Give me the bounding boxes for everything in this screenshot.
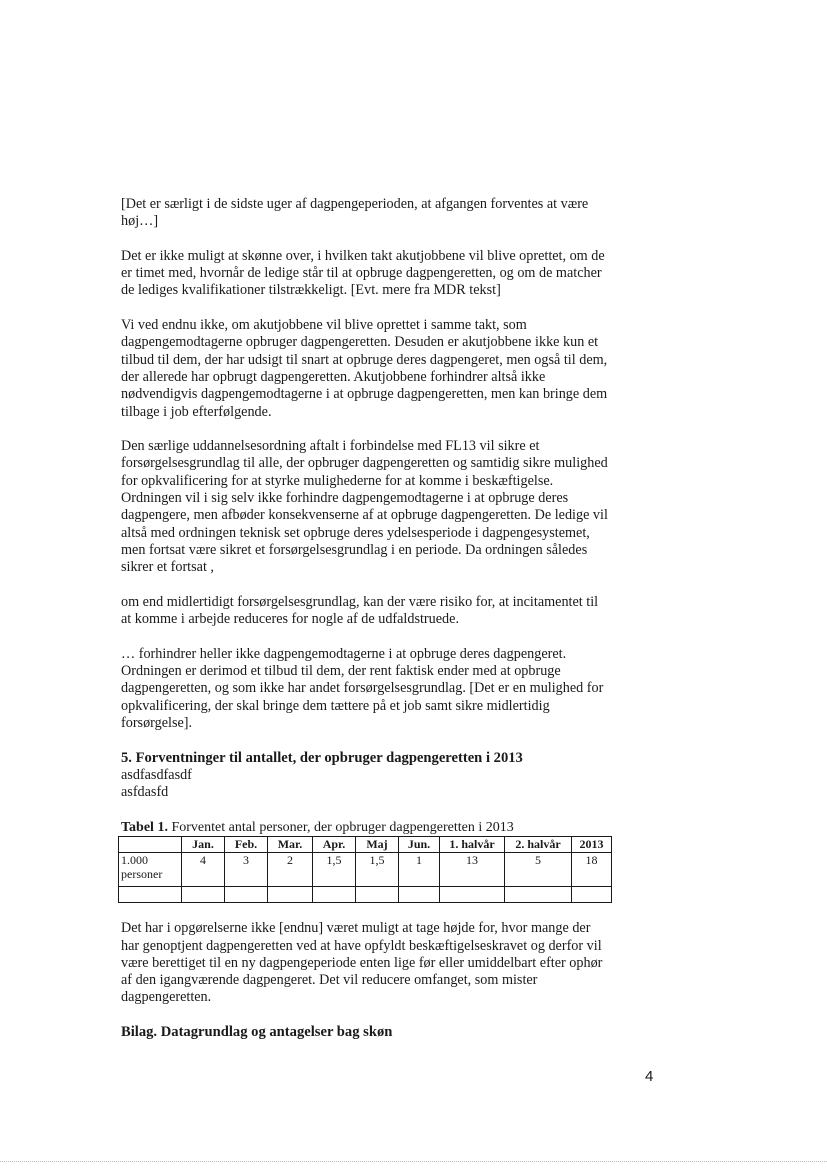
table-header-cell: Feb.: [225, 836, 268, 852]
table-cell: 18: [572, 852, 612, 886]
table-row: [119, 852, 612, 886]
paragraph-5: om end midlertidigt forsørgelsesgrundlag, kan der være risiko for, at incitamentet til at komme i arbejde reduceres for nogle af de udfaldstruede.: [121, 593, 599, 628]
appendix-heading: Bilag. Datagrundlag og antagelser bag skøn: [121, 1024, 393, 1041]
table-empty-cell: [356, 886, 399, 902]
section-heading: 5. Forventninger til antallet, der opbruger dagpengeretten i 2013: [121, 749, 523, 766]
table-cell: 13: [440, 852, 505, 886]
table-header-cell: 2013: [572, 836, 612, 852]
paragraph-3: Vi ved endnu ikke, om akutjobbene vil blive oprettet i samme takt, som dagpengemodtagerne opbruger dagpengeretten. Desuden er akutjobbene ikke kun et tilbud til dem, der har udsigt til snart at opbruge deres dagpengeret, men også til dem, der allerede har opbrugt dagpengeretten. Akutjobbene forhindrer altså ikke nødvendigvis dagpengemodtagerne i at opbruge dagpengeretten, men kan bringe dem tilbage i job efterfølgende.: [121, 317, 608, 420]
table-caption-text: Forventet antal personer, der opbruger dagpengeretten i 2013: [167, 819, 514, 835]
table-header-cell: Mar.: [268, 836, 313, 852]
table-header-cell: 1. halvår: [440, 836, 505, 852]
table-header-cell: Jan.: [182, 836, 225, 852]
table-cell: 1,5: [356, 852, 399, 886]
table-cell: 5: [505, 852, 572, 886]
forecast-table: [118, 836, 612, 903]
table-header-cell: 2. halvår: [505, 836, 572, 852]
table-cell: 1: [399, 852, 440, 886]
table-cell: 1,5: [313, 852, 356, 886]
table-header-cell: Apr.: [313, 836, 356, 852]
page-content: [121, 196, 611, 1041]
page-bottom-edge: [0, 1161, 827, 1162]
table-caption: [121, 819, 611, 836]
table-empty-cell: [119, 886, 182, 902]
table-empty-cell: [505, 886, 572, 902]
paragraph-6: … forhindrer heller ikke dagpengemodtagerne i at opbruge deres dagpengeret. Ordningen er derimod et tilbud til dem, der rent faktisk ender med at opbruge dagpengeretten, og som ikke har andet forsørgelsesgrundlag. [Det er en mulighed for opkvalificering, der skal bringe dem tættere på et job samt sikre midlertidig forsørgelse].: [121, 645, 604, 731]
table-caption-label: Tabel 1.: [121, 819, 168, 835]
table-header-cell: Jun.: [399, 836, 440, 852]
paragraph-1: [Det er særligt i de sidste uger af dagpengeperioden, at afgangen forventes at være høj…]: [121, 196, 589, 230]
table-row-label: 1.000 personer: [119, 852, 182, 886]
table-empty-cell: [182, 886, 225, 902]
table-header-cell: [119, 836, 182, 852]
page-number: 4: [645, 1068, 654, 1085]
table-header-row: [119, 836, 612, 852]
table-cell: 2: [268, 852, 313, 886]
section-line-1: asdfasdfasdf: [121, 766, 192, 783]
section-line-2: asfdasfd: [121, 784, 169, 801]
table-cell: 3: [225, 852, 268, 886]
table-empty-cell: [225, 886, 268, 902]
table-empty-cell: [440, 886, 505, 902]
paragraph-2: Det er ikke muligt at skønne over, i hvilken takt akutjobbene vil blive oprettet, om de er timet med, hvornår de ledige står til at opbruge dagpengeretten, og om de matcher de lediges kvalifikationer tilstrækkeligt. [Evt. mere fra MDR tekst]: [121, 247, 605, 299]
table-header-cell: Maj: [356, 836, 399, 852]
table-empty-cell: [572, 886, 612, 902]
table-empty-row: [119, 886, 612, 902]
table-cell: 4: [182, 852, 225, 886]
paragraph-4: Den særlige uddannelsesordning aftalt i forbindelse med FL13 vil sikre et forsørgelsesgrundlag til alle, der opbruger dagpengeretten og samtidig sikre mulighed for opkvalificering for at styrke mulighederne for at komme i beskæftigelse. Ordningen vil i sig selv ikke forhindre dagpengemodtagerne i at opbruge deres dagpengere, men afbøder konsekvenserne af at opbruge dagpengeretten. De ledige vil altså med ordningen teknisk set opbruge deres ydelsesperiode i dagpengesystemet, men fortsat være sikret et forsørgelsesgrundlag i en periode. Da ordningen således sikrer et fortsat ,: [121, 438, 608, 576]
table-empty-cell: [268, 886, 313, 902]
closing-paragraph: Det har i opgørelserne ikke [endnu] været muligt at tage højde for, hvor mange der har genoptjent dagpengeretten ved at have opfyldt beskæftigelseskravet og derfor vil være berettiget til en ny dagpengeperiode enten lige før eller umiddelbart efter ophør af den igangværende dagpengeret. Det vil reducere omfanget, som mister dagpengeretten.: [121, 920, 603, 1006]
table-empty-cell: [399, 886, 440, 902]
table-empty-cell: [313, 886, 356, 902]
